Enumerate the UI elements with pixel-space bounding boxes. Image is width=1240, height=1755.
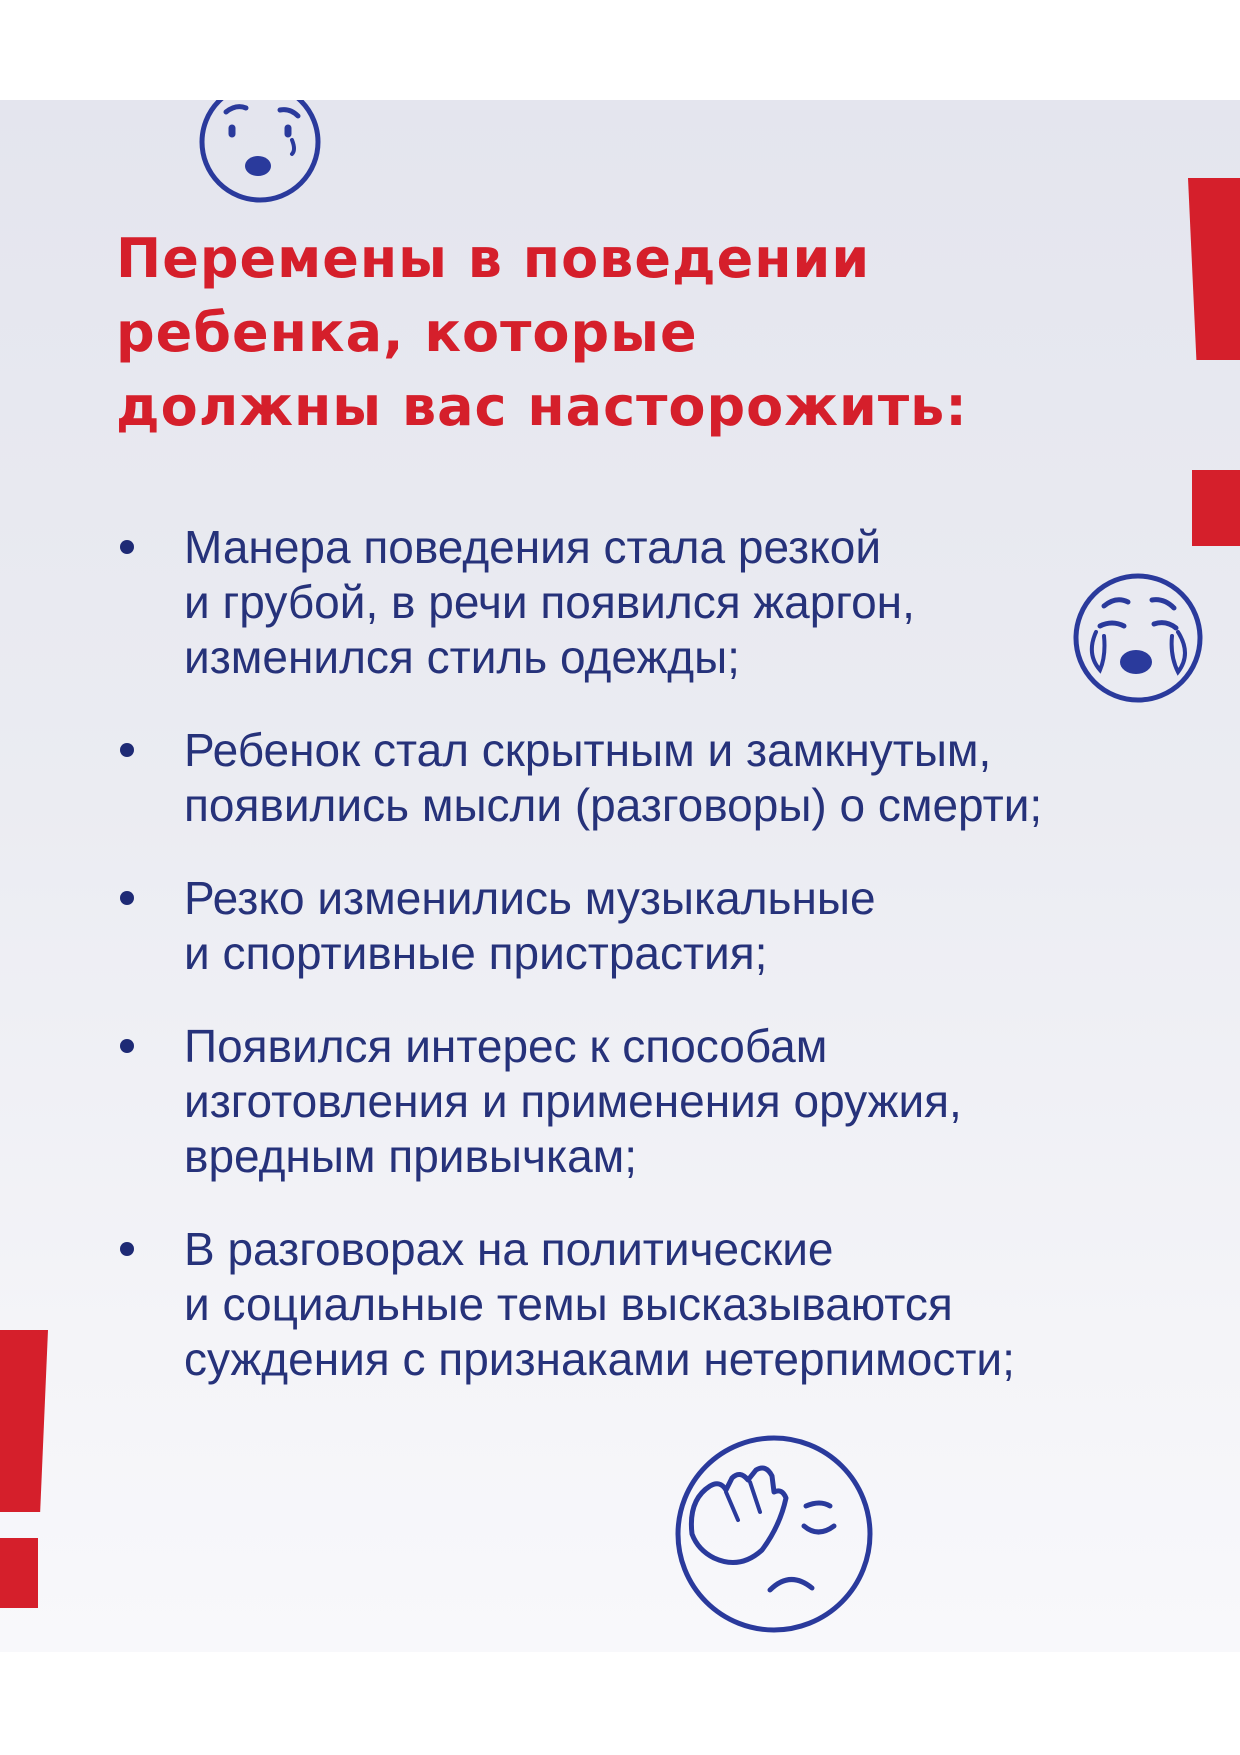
bullet-icon [120, 540, 134, 554]
list-item [116, 1222, 1176, 1387]
facepalm-face-icon [670, 1430, 878, 1638]
list-item [116, 871, 1176, 981]
list-item-line: Ребенок стал скрытным и замкнутым, [184, 724, 992, 776]
list-item [116, 1019, 1176, 1184]
exclamation-mark-icon [1188, 178, 1240, 568]
list-item-line: изготовления и применения оружия, [184, 1075, 962, 1127]
list-item-line: и грубой, в речи появился жаргон, [184, 576, 915, 628]
title-line: ребенка, которые [116, 301, 698, 364]
bullet-icon [120, 743, 134, 757]
poster-panel [0, 100, 1240, 1652]
worried-face-icon [196, 100, 328, 212]
list-item-line: Манера поведения стала резкой [184, 521, 882, 573]
list-item [116, 520, 1176, 685]
bullet-icon [120, 1039, 134, 1053]
list-item-line: Резко изменились музыкальные [184, 872, 876, 924]
bullet-icon [120, 1242, 134, 1256]
list-item-line: Появился интерес к способам [184, 1020, 828, 1072]
bullet-icon [120, 891, 134, 905]
list-item-line: изменился стиль одежды; [184, 631, 740, 683]
list-item-line: суждения с признаками нетерпимости; [184, 1333, 1015, 1385]
list-item-line: появились мысли (разговоры) о смерти; [184, 779, 1043, 831]
title-line: Перемены в поведении [116, 227, 871, 290]
list-item-line: вредным привычкам; [184, 1130, 638, 1182]
list-item-line: и социальные темы высказываются [184, 1278, 953, 1330]
list-item [116, 723, 1176, 833]
title-line: должны вас насторожить: [116, 375, 968, 438]
exclamation-mark-icon [0, 1330, 48, 1630]
page-title [116, 222, 1116, 444]
warning-signs-list [116, 520, 1176, 1425]
list-item-line: В разговорах на политические [184, 1223, 834, 1275]
list-item-line: и спортивные пристрастия; [184, 927, 768, 979]
